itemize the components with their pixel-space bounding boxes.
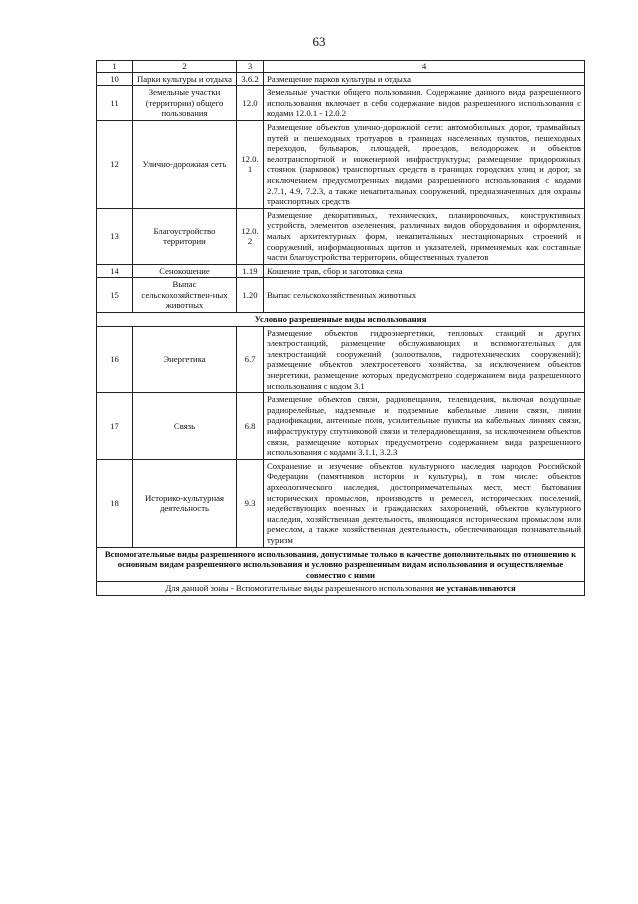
row-code: 9.3 xyxy=(237,459,264,547)
row-description: Размещение парков культуры и отдыха xyxy=(264,72,585,86)
footer-row xyxy=(97,582,585,596)
row-code: 6.7 xyxy=(237,326,264,393)
header-row xyxy=(97,61,585,73)
page-number: 63 xyxy=(312,34,326,49)
row-number: 15 xyxy=(97,278,133,313)
footer-bold-text: не устанавливаются xyxy=(435,583,516,594)
row-description: Размещение декоративных, технических, планировочных, конструктивных устройств, элементов озеленения, различных видов оборудования и оформления, малых архитектурных форм, некапитальных нестационарных строений и сооружений, информационных щитов и указателей, применяемых как составные части благоустройства территории, общественных туалетов xyxy=(264,208,585,264)
row-code: 12.0.1 xyxy=(237,120,264,208)
row-number: 12 xyxy=(97,120,133,208)
row-code: 12.0 xyxy=(237,86,264,121)
header-cell-3: 3 xyxy=(237,61,264,73)
row-code: 1.20 xyxy=(237,278,264,313)
row-name: Земельные участки (территории) общего пользования xyxy=(133,86,237,121)
header-cell-2: 2 xyxy=(133,61,237,73)
row-number: 16 xyxy=(97,326,133,393)
table-row xyxy=(97,86,585,121)
row-number: 18 xyxy=(97,459,133,547)
table-row xyxy=(97,208,585,264)
row-name: Энергетика xyxy=(133,326,237,393)
land-use-table xyxy=(96,60,585,596)
header-cell-1: 1 xyxy=(97,61,133,73)
row-description: Размещение объектов улично-дорожной сети: автомобильных дорог, трамвайных путей и пешеходных тротуаров в границах населенных пунктов, пешеходных переходов, бульваров, площадей, проездов, велодорожек и объектов велотранспортной и инженерной инфраструктуры; размещение придорожных стоянок (парковок) транспортных средств в границах городских улиц и дорог, за исключением предусмотренных видами разрешенного использования с кодами 2.7.1, 4.9, 7.2.3, а также некапитальных сооружений, предназначенных для охраны транспортных средств xyxy=(264,120,585,208)
row-description: Сохранение и изучение объектов культурного наследия народов Российской Федерации (памятников истории и культуры), в том числе: объектов археологического наследия, достопримечательных мест, мест бытования исторических промыслов, производств и ремесел, исторических поселений, недействующих военных и гражданских захоронений, объектов культурного наследия, хозяйственная деятельность, являющаяся историческим промыслом или ремеслом, а также хозяйственная деятельность, обеспечивающая познавательный туризм xyxy=(264,459,585,547)
row-description: Размещение объектов гидроэнергетики, тепловых станций и других электростанций, размещение обслуживающих и вспомогательных для электростанций сооружений (золоотвалов, гидротехнических сооружений); размещение объектов электросетевого хозяйства, за исключением объектов энергетики, размещение которых предусмотрено содержанием вида разрешенного использования с кодом 3.1 xyxy=(264,326,585,393)
row-number: 17 xyxy=(97,393,133,460)
section-auxiliary-heading: Вспомогательные виды разрешенного использования, допустимые только в качестве дополнительных по отношению к основным видам разрешенного использования и условно разрешенным видам использования и осуществляемые совместно с ними xyxy=(97,547,585,582)
row-code: 6.8 xyxy=(237,393,264,460)
row-name: Историко-культурная деятельность xyxy=(133,459,237,547)
row-number: 10 xyxy=(97,72,133,86)
header-cell-4: 4 xyxy=(264,61,585,73)
row-code: 12.0.2 xyxy=(237,208,264,264)
row-name: Сенокошение xyxy=(133,264,237,278)
table-row xyxy=(97,72,585,86)
row-name: Связь xyxy=(133,393,237,460)
table-row xyxy=(97,459,585,547)
footer-text: Для данной зоны - Вспомогательные виды разрешенного использования xyxy=(165,583,434,594)
row-description: Размещение объектов связи, радиовещания, телевидения, включая воздушные радиорелейные, надземные и подземные кабельные линии связи, линии радиофикации, антенные поля, усилительные пункты на кабельных линиях связи, инфраструктуру спутниковой связи и телерадиовещания, за исключением объектов связи, размещение которых предусмотрено содержанием вида разрешенного использования с кодами 3.1.1, 3.2.3 xyxy=(264,393,585,460)
row-name: Выпас сельскохозяйствен-ных животных xyxy=(133,278,237,313)
table-row xyxy=(97,393,585,460)
section-conditional-heading-row xyxy=(97,313,585,327)
row-number: 14 xyxy=(97,264,133,278)
row-code: 3.6.2 xyxy=(237,72,264,86)
section-conditional-heading: Условно разрешенные виды использования xyxy=(97,313,585,327)
row-description: Кошение трав, сбор и заготовка сена xyxy=(264,264,585,278)
table-row xyxy=(97,278,585,313)
section-auxiliary-heading-row xyxy=(97,547,585,582)
table-row xyxy=(97,264,585,278)
row-name: Благоустройство территории xyxy=(133,208,237,264)
table-row xyxy=(97,120,585,208)
row-number: 13 xyxy=(97,208,133,264)
table-body xyxy=(97,61,585,596)
row-description: Выпас сельскохозяйственных животных xyxy=(264,278,585,313)
row-number: 11 xyxy=(97,86,133,121)
row-description: Земельные участки общего пользования. Содержание данного вида разрешенного использования включает в себя содержание видов разрешенного использования с кодами 12.0.1 - 12.0.2 xyxy=(264,86,585,121)
row-name: Улично-дорожная сеть xyxy=(133,120,237,208)
row-code: 1.19 xyxy=(237,264,264,278)
table-row xyxy=(97,326,585,393)
row-name: Парки культуры и отдыха xyxy=(133,72,237,86)
footer-note xyxy=(97,582,585,596)
